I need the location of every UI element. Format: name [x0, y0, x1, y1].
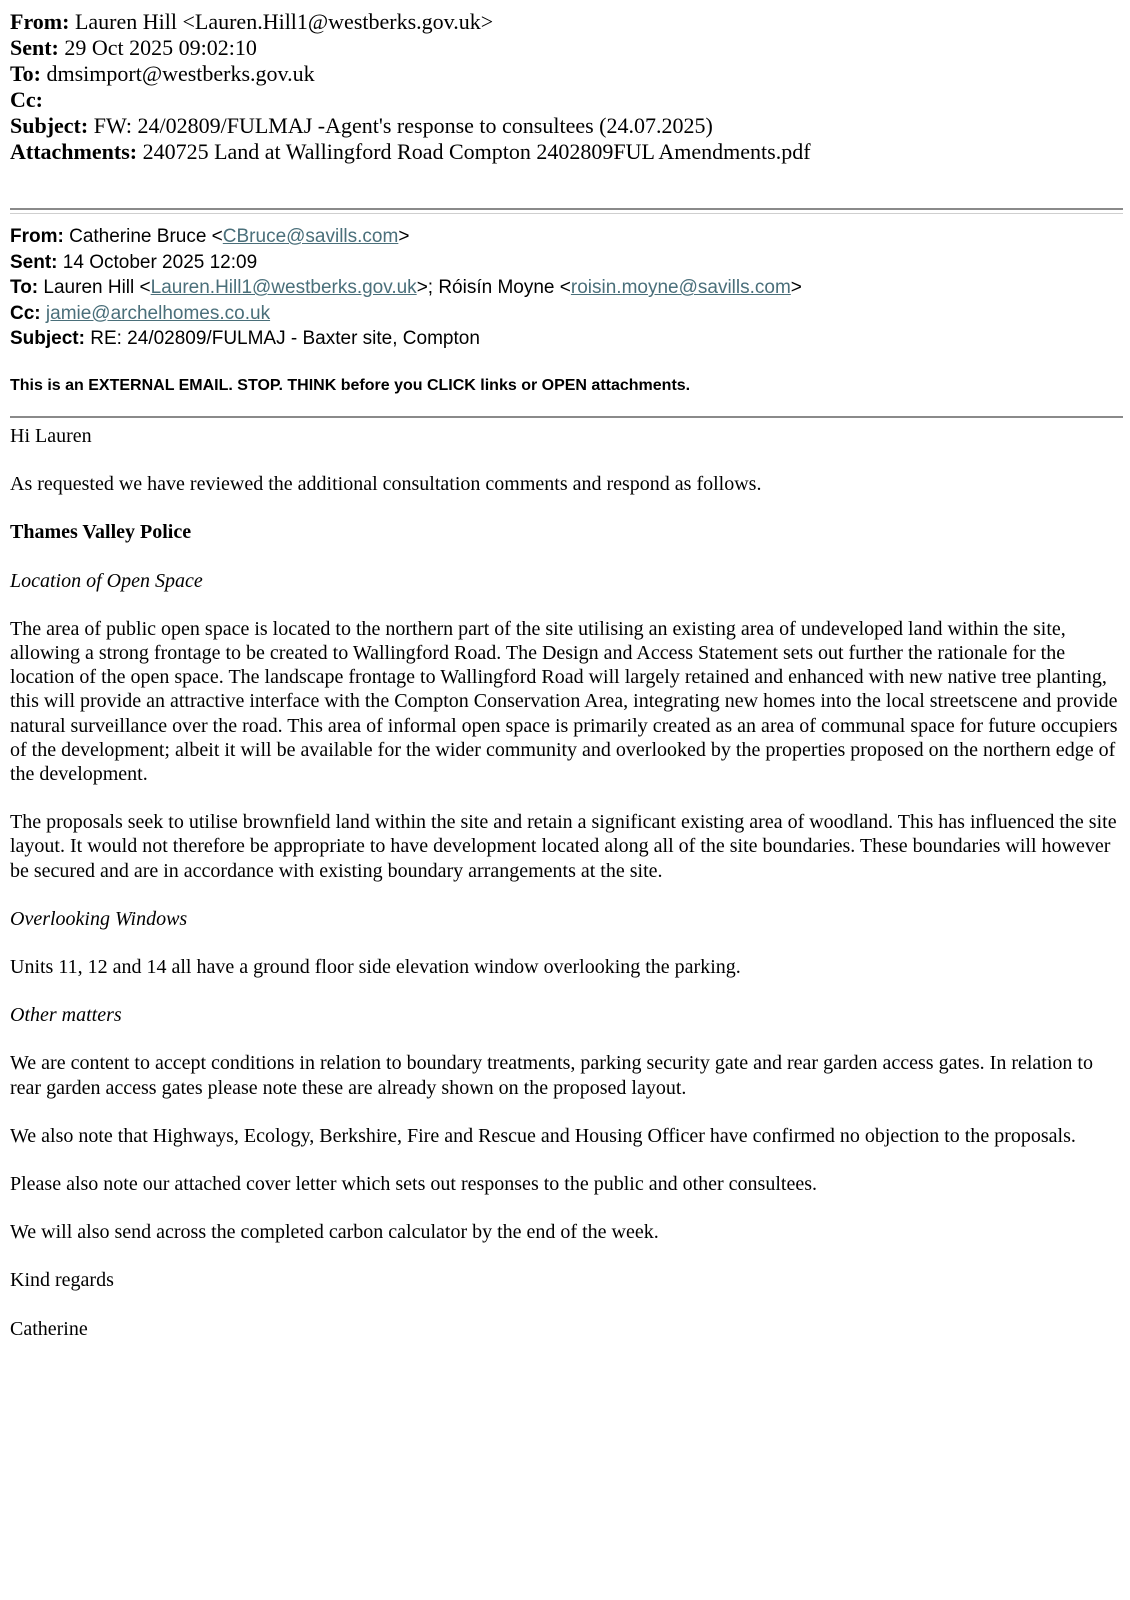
cc-label: Cc: — [10, 87, 43, 112]
attachments-row — [10, 139, 1110, 165]
subject-label: Subject: — [10, 113, 89, 138]
inner-sent-row — [10, 250, 1120, 276]
sent-value: 29 Oct 2025 09:02:10 — [64, 35, 257, 60]
subheading-overlooking-windows: Overlooking Windows — [10, 907, 188, 930]
inner-sent-value: 14 October 2025 12:09 — [62, 251, 258, 273]
inner-from-close: > — [398, 226, 410, 247]
to-value: dmsimport@westberks.gov.uk — [46, 61, 315, 86]
inner-subject-row — [10, 326, 1120, 352]
recipient-email-link-1[interactable]: Lauren.Hill1@westberks.gov.uk — [150, 277, 417, 299]
external-email-warning: This is an EXTERNAL EMAIL. STOP. THINK before you CLICK links or OPEN attachments. — [10, 377, 691, 394]
sent-label: Sent: — [10, 35, 59, 60]
subject-value: FW: 24/02809/FULMAJ -Agent's response to consultees (24.07.2025) — [93, 113, 713, 138]
attachment-filename[interactable]: 240725 Land at Wallingford Road Compton 2402809FUL Amendments.pdf — [142, 139, 811, 164]
inner-from-label: From: — [10, 226, 64, 247]
inner-to-name1: Lauren Hill < — [43, 277, 151, 299]
cc-email-link[interactable]: jamie@archelhomes.co.uk — [45, 302, 271, 324]
header-divider — [10, 208, 1123, 214]
section-heading: Thames Valley Police — [10, 521, 192, 544]
inner-subject-value: RE: 24/02809/FULMAJ - Baxter site, Compton — [90, 328, 480, 350]
to-row — [10, 61, 1110, 87]
warning-divider — [10, 416, 1123, 418]
attachments-label: Attachments: — [10, 139, 138, 164]
recipient-email-link-2[interactable]: roisin.moyne@savills.com — [570, 277, 791, 299]
from-value: Lauren Hill <Lauren.Hill1@westberks.gov.uk> — [74, 9, 494, 34]
paragraph-open-space: The area of public open space is located to the northern part of the site utilising an existing area of undeveloped land within the site, allowing a strong frontage to be created to Wallingford Road. The Design and Access Statement sets out further the rationale for the location of the open space. The landscape frontage to Wallingford Road will largely retained and enhanced with new native tree planting, this will provide an attractive interface with the Compton Conservation Area, integrating new homes into the local streetscene and provide natural surveillance over the road. This area of informal open space is primarily created as an area of communal space for future occupiers of the development; albeit it will be available for the wider community and overlooked by the properties proposed on the northern edge of the development. — [10, 617, 1118, 786]
intro-paragraph: As requested we have reviewed the additional consultation comments and respond as follows. — [10, 473, 762, 496]
inner-to-separator: >; Róisín Moyne < — [416, 277, 571, 299]
paragraph-cover-letter: Please also note our attached cover letter which sets out responses to the public and other consultees. — [10, 1173, 817, 1196]
paragraph-conditions: We are content to accept conditions in relation to boundary treatments, parking security gate and rear garden access gates. In relation to rear garden access gates please note these are already shown on the proposed layout. — [10, 1052, 1093, 1099]
from-label: From: — [10, 9, 70, 34]
subject-row — [10, 113, 1110, 139]
greeting: Hi Lauren — [10, 425, 92, 447]
cc-row — [10, 87, 1110, 113]
closing: Kind regards — [10, 1269, 114, 1292]
inner-cc-label: Cc: — [10, 302, 41, 324]
forwarded-email-header — [10, 9, 1110, 165]
sender-email-link[interactable]: CBruce@savills.com — [222, 226, 399, 247]
inner-to-close: > — [790, 277, 802, 299]
original-email-header — [10, 224, 1120, 352]
inner-cc-row — [10, 301, 1120, 327]
inner-from-row — [10, 224, 1120, 250]
paragraph-windows: Units 11, 12 and 14 all have a ground floor side elevation window overlooking the parking. — [10, 956, 741, 979]
to-label: To: — [10, 61, 41, 86]
subheading-other-matters: Other matters — [10, 1004, 122, 1027]
inner-to-label: To: — [10, 277, 39, 299]
email-body — [10, 424, 1125, 1365]
inner-to-row — [10, 275, 1120, 301]
inner-from-name: Catherine Bruce < — [69, 226, 223, 247]
sent-row — [10, 35, 1110, 61]
subheading-open-space: Location of Open Space — [10, 569, 203, 592]
from-row — [10, 9, 1110, 35]
paragraph-carbon-calculator: We will also send across the completed carbon calculator by the end of the week. — [10, 1221, 659, 1244]
inner-subject-label: Subject: — [10, 328, 85, 350]
inner-sent-label: Sent: — [10, 251, 58, 273]
paragraph-brownfield: The proposals seek to utilise brownfield land within the site and retain a significant existing area of woodland. This has influenced the site layout. It would not therefore be appropriate to have development located along all of the site boundaries. These boundaries will however be secured and are in accordance with existing boundary arrangements at the site. — [10, 811, 1117, 882]
signature: Catherine — [10, 1317, 88, 1340]
paragraph-no-objection: We also note that Highways, Ecology, Berkshire, Fire and Rescue and Housing Officer have confirmed no objection to the proposals. — [10, 1124, 1076, 1147]
